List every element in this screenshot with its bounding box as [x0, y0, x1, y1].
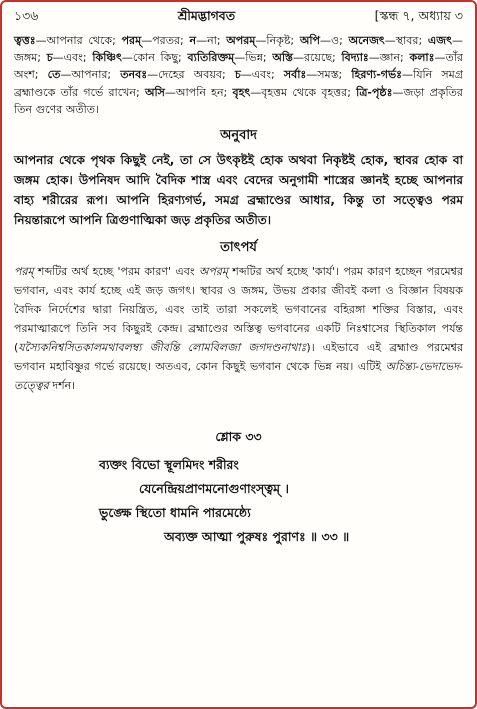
synonym-meaning: জ্ঞান; [379, 51, 410, 65]
synonym-word: অস্তি [272, 51, 293, 65]
translation-heading: অনুবাদ [220, 128, 257, 144]
purport-text-part: শব্দটির অর্থ হচ্ছে 'কার্য'। পরম কারণ হচ্ছেন পরমেশ্বর ভগবান, এবং কার্য হচ্ছে এই জড় জগৎ। স্থাবর ও জঙ্গম, উভয় প্রকার জীবই কলা ও বিজ্ঞান বিষয়ক বৈদিক নির্দেশের দ্বারা নিয়ন্ত্রিত, এবং তাই তারা সকলেই ভগবানের বহিরঙ্গা শক্তির বিস্তার, এবং পরমাত্মারূপে তিনি সব কিছুরই কেন্দ্র। ব্রহ্মাণ্ডের অস্তিত্ব ভগবানের একটি নিঃশ্বাসের স্থিতিকাল পর্যন্ত ( [14, 265, 463, 355]
purport-text-part: শব্দটির অর্থ হচ্ছে 'পরম কারণ' এবং [33, 265, 199, 279]
synonym-word: বৃহৎ [232, 85, 251, 99]
synonym-dash: — [35, 34, 47, 47]
synonym-dash: — [240, 68, 252, 82]
purport-term-aparam: অপরম্ [198, 265, 229, 279]
synonym-meaning: ভিন্ন; [245, 51, 273, 65]
synonym-meaning: স্থাবর; [395, 34, 428, 47]
synonym-word: তে [47, 68, 61, 82]
synonym-meaning: না; [207, 34, 227, 47]
synonym-word: ব্যতিরিক্তম্ [187, 51, 235, 65]
synonym-dash: — [434, 51, 446, 65]
synonym-meaning: যিনি সমগ্র ব্রহ্মাণ্ডকে তাঁর গর্ভে রাখেন; [14, 68, 463, 99]
synonym-dash: — [60, 68, 72, 82]
synonym-meaning: জড়া প্রকৃতির তিন গুণের অতীত। [14, 85, 463, 116]
synonym-dash: — [368, 51, 380, 65]
sloka-heading: শ্লোক ৩৩ [215, 429, 262, 445]
synonym-meaning: দেহের অবয়ব; [158, 68, 235, 82]
verse-line: যেনেন্দ্রিয়প্রাণমনোগুণাংস্ত্বম্ । [139, 481, 289, 497]
synonym-meaning: এবং; [63, 51, 93, 65]
synonym-word: অসি [144, 85, 165, 99]
synonym-dash: — [250, 85, 262, 99]
synonym-meaning: জঙ্গম; [14, 51, 47, 65]
synonym-dash: — [384, 34, 396, 47]
synonym-word: ত্রি-পৃষ্ঠঃ [356, 85, 393, 99]
synonym-meaning: এবং; [251, 68, 284, 82]
synonym-dash: — [255, 34, 267, 47]
synonym-word: পরম্ [121, 34, 142, 47]
synonym-word: কলাঃ [409, 51, 435, 65]
purport-text [14, 262, 463, 395]
sloka-verse [14, 453, 463, 549]
synonym-dash: — [292, 51, 304, 65]
synonym-dash: — [234, 51, 246, 65]
synonym-meaning: সমস্ত; [317, 68, 352, 82]
synonym-word: কিঞ্চিৎ [92, 51, 122, 65]
synonym-word: ন [189, 34, 197, 47]
synonym-word: অপি [299, 34, 321, 47]
synonym-dash: — [52, 51, 64, 65]
verse-line: অব্যক্ত আত্মা পুরুষঃ পুরাণঃ ॥ ৩৩ ॥ [164, 529, 350, 545]
page-header [14, 8, 463, 24]
synonym-dash: — [306, 68, 318, 82]
synonym-meaning: রয়েছে; [303, 51, 342, 65]
synonym-meaning: আপনার; [71, 68, 121, 82]
synonym-word: চ [46, 51, 53, 65]
synonym-dash: — [196, 34, 208, 47]
purport-text-part: দর্শন। [48, 379, 76, 393]
synonym-meaning: ও; [331, 34, 349, 47]
purport-term-philosophy: অচিন্ত্য-ভেদাভেদ-তত্ত্বের [14, 360, 463, 393]
synonym-meaning: নিকৃষ্ট; [266, 34, 300, 47]
synonym-dash: — [320, 34, 332, 47]
page-number: ১৩৬ [14, 8, 39, 23]
synonym-word: অপরম্ [226, 34, 256, 47]
purport-text-part: )। এইভাবে এই ব্রহ্মাণ্ড পরমেশ্বর ভগবান মহাবিষ্ণুর গর্ভে রয়েছে। অতএব, কোন কিছুই ভগবান থেকে ভিন্ন নয়। এটিই [14, 341, 463, 374]
synonym-meaning: তাঁর অংশ; [14, 51, 463, 82]
synonym-dash: — [451, 34, 463, 47]
synonym-meaning: বৃহত্তম থেকে বৃহত্তর; [261, 85, 357, 99]
purport-heading: তাৎপর্য [220, 240, 257, 256]
chapter-reference: [স্কন্ধ ৭, অধ্যায় ৩ [374, 8, 463, 23]
purport-quote: যস্যৈকনিশ্বসিতকালমথাবলম্ব্য জীবন্তি লোমবিলজা জগদণ্ডনাথাঃ [18, 341, 307, 355]
synonym-word: অনেজৎ [348, 34, 385, 47]
synonym-dash: — [402, 68, 414, 82]
book-title: শ্রীমদ্ভাগবত [177, 8, 236, 23]
synonym-word: চ [234, 68, 241, 82]
synonym-meaning: পরতর; [152, 34, 190, 47]
verse-line: ভুঙ্ক্ষে স্থিতো ধামনি পারমেষ্ঠ্যে [99, 505, 251, 521]
synonym-word: বিদ্যাঃ [341, 51, 369, 65]
synonyms-paragraph [14, 32, 463, 118]
synonym-meaning: আপনার থেকে; [46, 34, 122, 47]
synonym-dash: — [147, 68, 159, 82]
synonym-word: এজৎ [427, 34, 452, 47]
synonym-dash: — [121, 51, 133, 65]
translation-text: আপনার থেকে পৃথক কিছুই নেই, তা সে উৎকৃষ্টই হোক অথবা নিকৃষ্টই হোক, স্থাবর হোক বা জঙ্গম হোক। উপনিষদ আদি বৈদিক শাস্ত্র এবং বেদের অনুগামী শাস্ত্রের জ্ঞানই হচ্ছে আপনার বাহ্য শরীরের রূপ। আপনি হিরণ্যগর্ভ, সমগ্র ব্রহ্মাণ্ডের আধার, কিন্তু তা সত্ত্বেও পরম নিয়ন্তারূপে আপনি ত্রিগুণাত্মিকা জড় প্রকৃতির অতীত। [14, 153, 463, 228]
synonym-meaning: কোন কিছু; [132, 51, 188, 65]
purport-term-param: পরম্ [14, 265, 34, 279]
verse-line: ব্যক্তং বিভো স্থূলমিদং শরীরং [99, 457, 239, 473]
synonym-dash: — [164, 85, 176, 99]
synonym-dash: — [141, 34, 153, 47]
synonym-dash: — [392, 85, 404, 99]
synonym-word: ত্বত্তঃ [14, 34, 36, 47]
synonym-meaning: আপনি হন; [175, 85, 233, 99]
synonym-word: তনবঃ [120, 68, 148, 82]
synonym-word: হিরণ্য-গর্ভঃ [351, 68, 403, 82]
synonym-word: সর্বাঃ [283, 68, 307, 82]
